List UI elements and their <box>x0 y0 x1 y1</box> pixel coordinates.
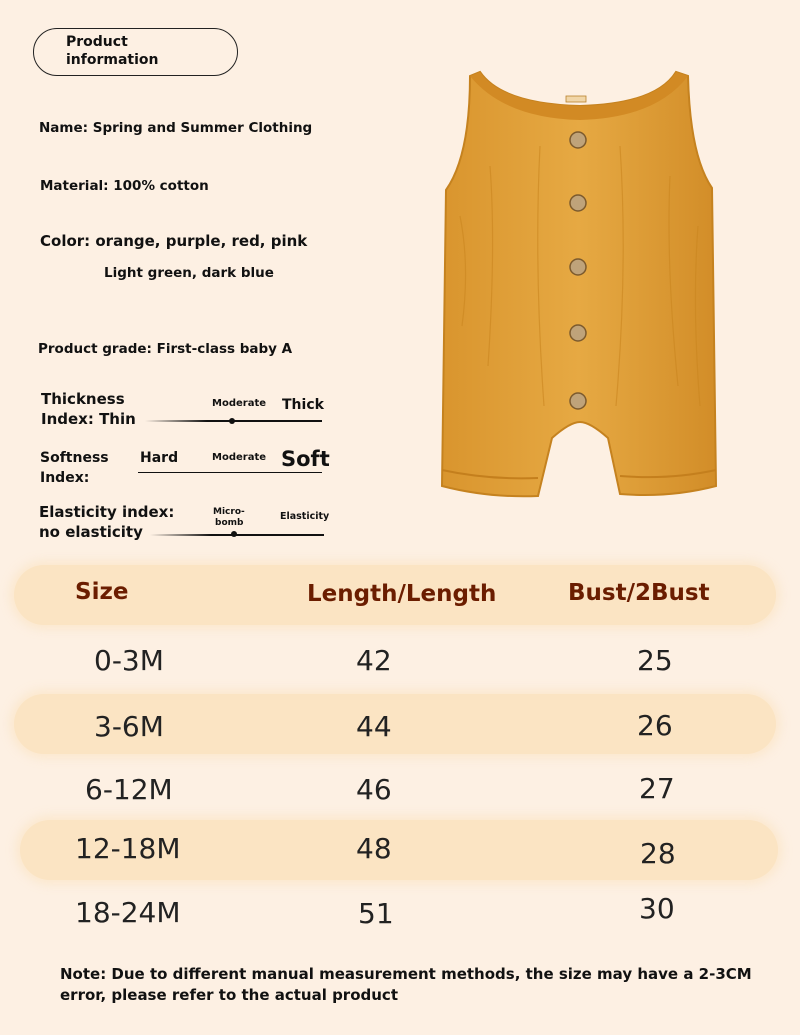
table-row-4-bust: 28 <box>640 837 676 870</box>
softness-label-line-1: Softness <box>40 450 109 466</box>
header-length: Length/Length <box>307 581 497 607</box>
elasticity-scale-line <box>150 534 324 536</box>
table-row-1-size: 0-3M <box>94 644 164 677</box>
table-row-3-size: 6-12M <box>85 773 173 806</box>
thickness-label-line-1: Thickness <box>41 390 125 408</box>
title-line-1: Product <box>66 34 128 50</box>
info-material: Material: 100% cotton <box>40 178 209 194</box>
elasticity-level-marker <box>231 531 237 537</box>
table-row-5-bust: 30 <box>639 892 675 925</box>
elasticity-label-line-2: no elasticity <box>39 523 143 541</box>
elasticity-right-label: Elasticity <box>280 511 330 522</box>
elasticity-mid-label <box>213 507 245 529</box>
softness-index-label <box>40 448 109 488</box>
table-row-4-length: 48 <box>356 832 392 865</box>
table-row-3-bust: 27 <box>639 772 675 805</box>
title-line-2: information <box>66 52 159 68</box>
table-row-2-size: 3-6M <box>94 710 164 743</box>
info-name: Name: Spring and Summer Clothing <box>39 120 313 136</box>
info-color-extra: Light green, dark blue <box>104 265 274 281</box>
elasticity-mid-line-2: bomb <box>215 518 244 528</box>
table-row-1-length: 42 <box>356 644 392 677</box>
softness-left-label: Hard <box>140 450 179 466</box>
table-row-3-length: 46 <box>356 773 392 806</box>
romper-product-image <box>430 66 730 506</box>
elasticity-index-label <box>39 502 174 542</box>
thickness-index-label <box>41 389 136 429</box>
thickness-mid-label: Moderate <box>212 398 267 409</box>
info-color: Color: orange, purple, red, pink <box>40 232 308 250</box>
thickness-label-line-2: Index: Thin <box>41 410 136 428</box>
table-row-4-size: 12-18M <box>75 832 181 865</box>
table-row-1-bust: 25 <box>637 644 673 677</box>
header-size: Size <box>75 579 129 605</box>
softness-right-label: Soft <box>281 447 330 471</box>
thickness-level-marker <box>229 418 235 424</box>
table-row-2-length: 44 <box>356 710 392 743</box>
product-information-title <box>33 28 238 76</box>
elasticity-mid-line-1: Micro- <box>213 507 245 517</box>
softness-mid-label: Moderate <box>212 452 267 463</box>
softness-label-line-2: Index: <box>40 470 90 486</box>
table-row-5-size: 18-24M <box>75 896 181 929</box>
table-row-5-length: 51 <box>358 897 394 930</box>
thickness-right-label: Thick <box>282 397 324 413</box>
size-note: Note: Due to different manual measurement methods, the size may have a 2-3CM error, please refer to the actual product <box>60 965 752 1004</box>
info-grade: Product grade: First-class baby A <box>38 341 293 357</box>
softness-scale-line <box>138 472 322 473</box>
header-bust: Bust/2Bust <box>568 580 710 606</box>
elasticity-label-line-1: Elasticity index: <box>39 503 175 521</box>
table-row-2-bust: 26 <box>637 709 673 742</box>
